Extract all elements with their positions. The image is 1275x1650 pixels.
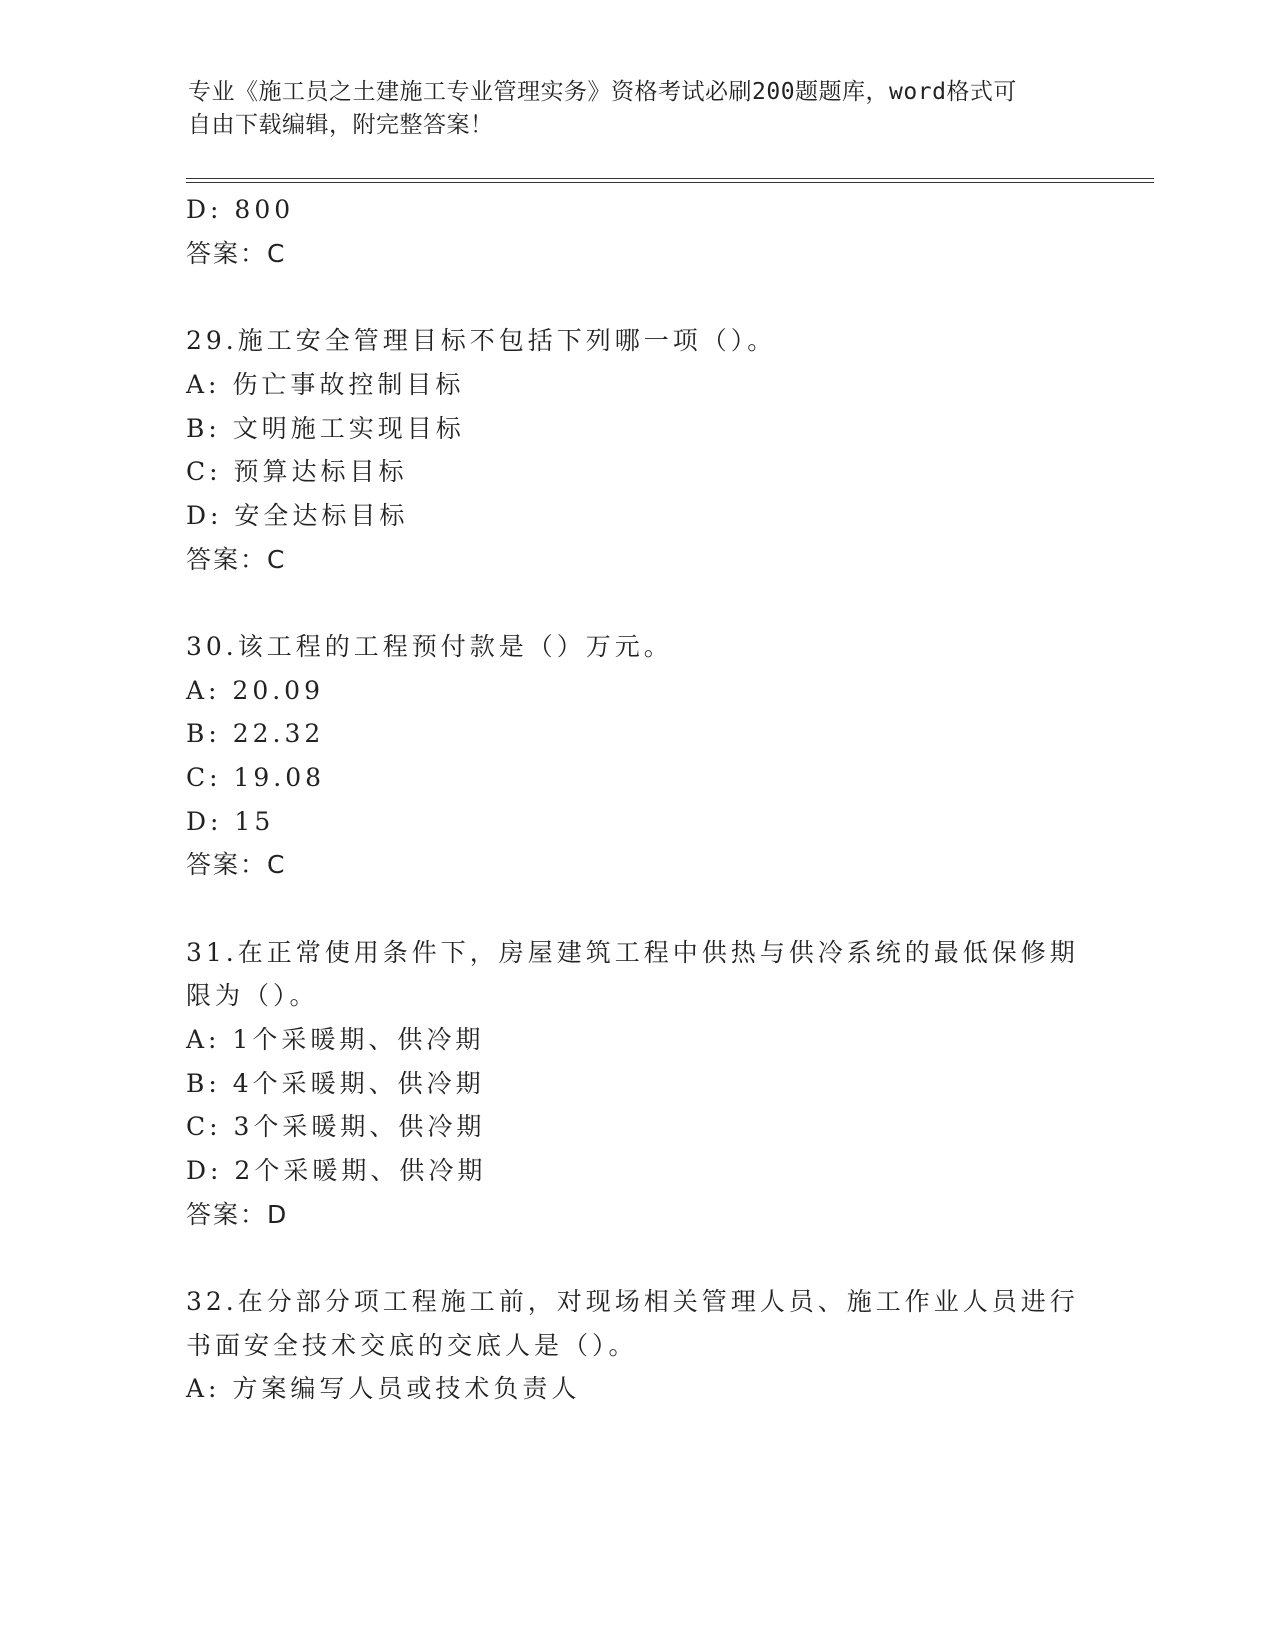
q30-title: 30.该工程的工程预付款是（）万元。 — [186, 632, 673, 661]
q32-option-a: A: 方案编写人员或技术负责人 — [186, 1374, 581, 1403]
q30-answer: 答案：C — [186, 850, 287, 879]
q30-option-a: A: 20.09 — [186, 676, 324, 705]
q30-option-c: C: 19.08 — [186, 763, 326, 792]
q29-answer: 答案：C — [186, 545, 287, 574]
document-header — [188, 76, 1078, 142]
header-rule-bottom — [186, 182, 1154, 183]
q32-title-line-1: 32.在分部分项工程施工前，对现场相关管理人员、施工作业人员进行 — [186, 1287, 1079, 1316]
prev-answer: 答案：C — [186, 239, 287, 268]
header-line-2: 自由下载编辑，附完整答案！ — [188, 112, 494, 138]
q29-title: 29.施工安全管理目标不包括下列哪一项（）。 — [186, 326, 777, 355]
q31-answer: 答案：D — [186, 1200, 289, 1229]
q31-option-b: B: 4个采暖期、供冷期 — [186, 1069, 485, 1098]
header-line-1: 专业《施工员之土建施工专业管理实务》资格考试必刷200题题库，word格式可 — [188, 79, 1017, 105]
header-rule-top — [186, 178, 1154, 179]
q31-option-a: A: 1个采暖期、供冷期 — [186, 1025, 485, 1054]
q31-title-line-2: 限为（）。 — [186, 981, 319, 1010]
prev-option-d: D: 800 — [186, 195, 295, 224]
q29-option-d: D: 安全达标目标 — [186, 501, 409, 530]
q29-option-c: C: 预算达标目标 — [186, 457, 408, 486]
q29-option-a: A: 伤亡事故控制目标 — [186, 370, 465, 399]
q30-option-d: D: 15 — [186, 807, 275, 836]
q30-option-b: B: 22.32 — [186, 719, 325, 748]
q31-option-c: C: 3个采暖期、供冷期 — [186, 1112, 486, 1141]
q29-option-b: B: 文明施工实现目标 — [186, 414, 465, 443]
q31-title-line-1: 31.在正常使用条件下，房屋建筑工程中供热与供冷系统的最低保修期 — [186, 938, 1079, 967]
q31-option-d: D: 2个采暖期、供冷期 — [186, 1156, 487, 1185]
q32-title-line-2: 书面安全技术交底的交底人是（）。 — [186, 1331, 638, 1360]
